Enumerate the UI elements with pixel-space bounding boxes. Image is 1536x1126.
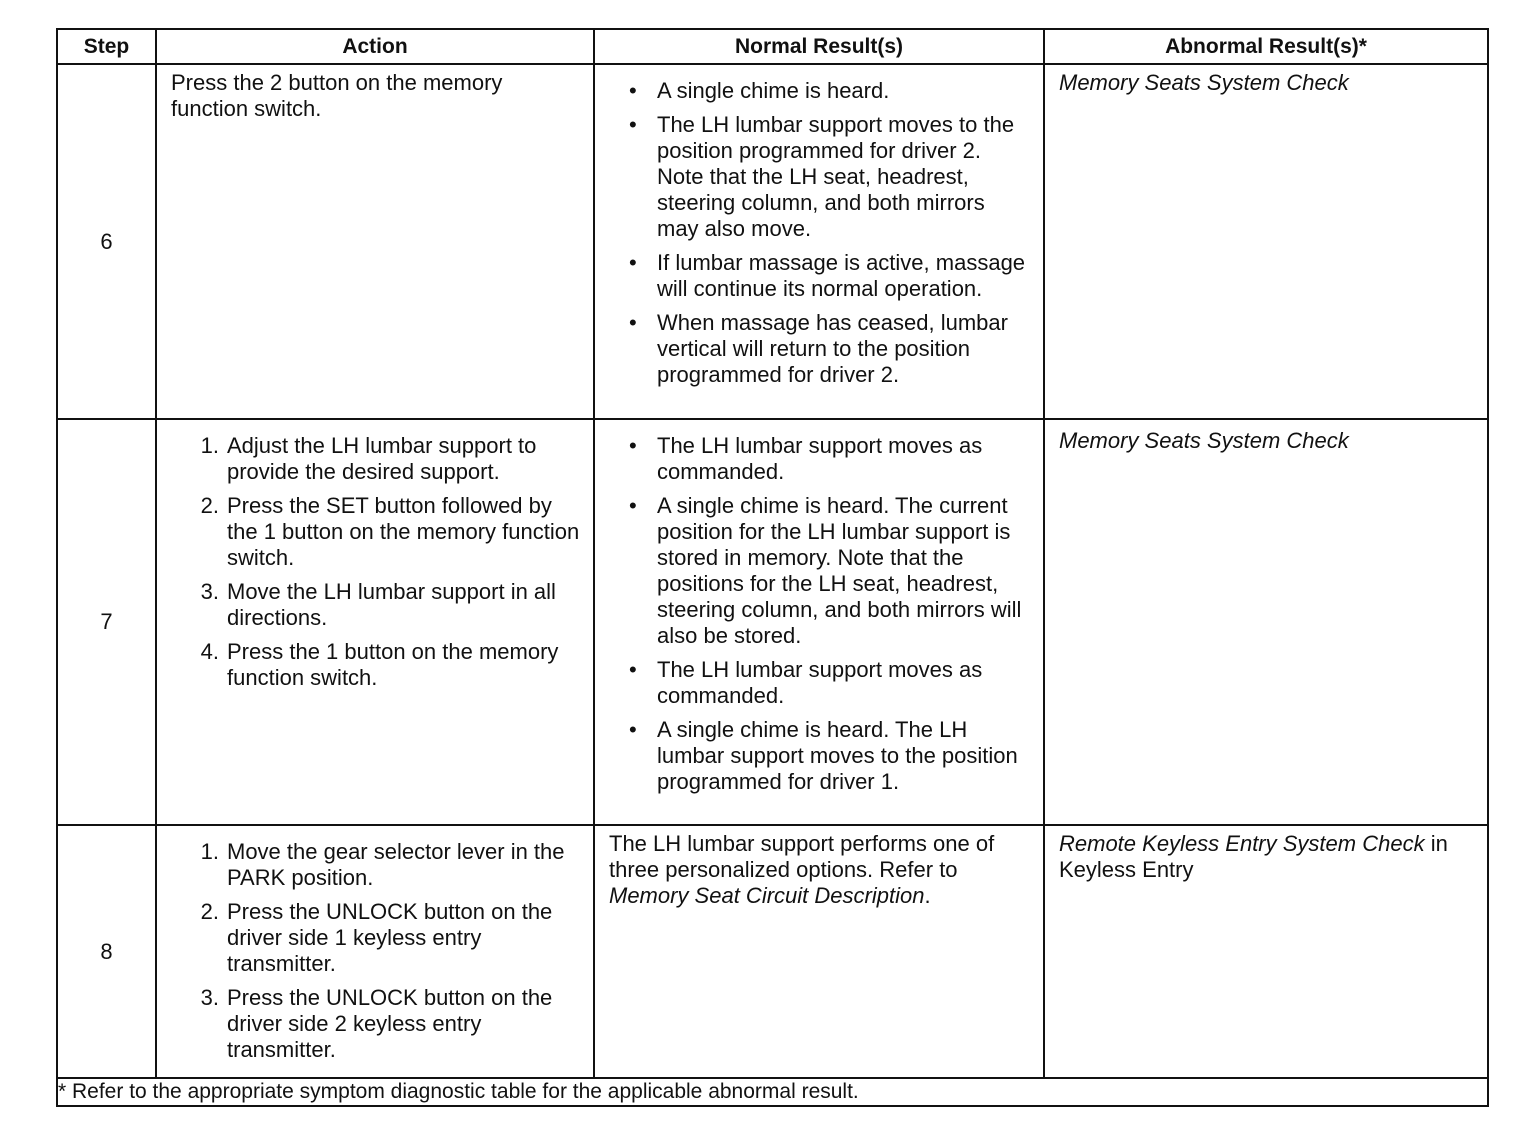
normal-cell	[594, 419, 1044, 825]
footnote-row	[57, 1078, 1488, 1106]
list-item: • The LH lumbar support moves to the position programmed for driver 2. Note that the LH seat, headrest, steering column, and both mirrors may also move.	[629, 112, 1031, 242]
list-item: 3. Move the LH lumbar support in all directions.	[189, 579, 581, 631]
list-item: 2. Press the SET button followed by the 1 button on the memory function switch.	[189, 493, 581, 571]
circuit-description-reference: Memory Seat Circuit Description	[609, 883, 925, 908]
normal-cell	[594, 64, 1044, 419]
header-row	[57, 29, 1488, 64]
header-action: Action	[156, 29, 594, 64]
item-number: 2.	[200, 493, 219, 518]
list-item: • A single chime is heard. The current position for the LH lumbar support is stored in memory. Note that the positions for the LH seat, headrest, steering column, and both mirrors will also be stored.	[629, 493, 1031, 649]
list-item: • The LH lumbar support moves as commanded.	[629, 657, 1031, 709]
action-cell	[156, 825, 594, 1078]
header-abnormal: Abnormal Result(s)*	[1044, 29, 1488, 64]
list-item: • When massage has ceased, lumbar vertical will return to the position programmed for driver 2.	[629, 310, 1031, 388]
step-number: 6	[57, 64, 156, 419]
table-row	[57, 419, 1488, 825]
abnormal-reference: Memory Seats System Check	[1059, 70, 1349, 95]
list-item: • If lumbar massage is active, massage will continue its normal operation.	[629, 250, 1031, 302]
abnormal-reference: Remote Keyless Entry System Check in Keyless Entry	[1059, 831, 1448, 882]
table-row	[57, 64, 1488, 419]
diagnostic-table	[56, 28, 1489, 1107]
action-text: Press the 2 button on the memory function switch.	[171, 70, 503, 121]
list-item: 1. Move the gear selector lever in the PARK position.	[189, 839, 581, 891]
item-number: 1.	[200, 839, 219, 864]
footnote: * Refer to the appropriate symptom diagnostic table for the applicable abnormal result.	[57, 1078, 1488, 1106]
list-item: 4. Press the 1 button on the memory function switch.	[189, 639, 581, 691]
keyless-entry-check-reference: Remote Keyless Entry System Check	[1059, 831, 1425, 856]
abnormal-cell	[1044, 419, 1488, 825]
item-number: 3.	[200, 579, 219, 604]
header-normal: Normal Result(s)	[594, 29, 1044, 64]
abnormal-cell	[1044, 825, 1488, 1078]
header-step: Step	[57, 29, 156, 64]
abnormal-reference: Memory Seats System Check	[1059, 428, 1349, 453]
step-number: 7	[57, 419, 156, 825]
step-number: 8	[57, 825, 156, 1078]
normal-text: The LH lumbar support performs one of three personalized options. Refer to Memory Seat Circuit Description.	[609, 831, 995, 908]
item-number: 1.	[200, 433, 219, 458]
item-number: 4.	[200, 639, 219, 664]
list-item: 3. Press the UNLOCK button on the driver side 2 keyless entry transmitter.	[189, 985, 581, 1063]
list-item: • A single chime is heard. The LH lumbar support moves to the position programmed for driver 1.	[629, 717, 1031, 795]
action-cell	[156, 419, 594, 825]
list-item: 1. Adjust the LH lumbar support to provide the desired support.	[189, 433, 581, 485]
action-cell	[156, 64, 594, 419]
abnormal-cell	[1044, 64, 1488, 419]
item-number: 2.	[200, 899, 219, 924]
table-row	[57, 825, 1488, 1078]
list-item: 2. Press the UNLOCK button on the driver side 1 keyless entry transmitter.	[189, 899, 581, 977]
list-item: • A single chime is heard.	[629, 78, 1031, 104]
list-item: • The LH lumbar support moves as commanded.	[629, 433, 1031, 485]
normal-cell	[594, 825, 1044, 1078]
item-number: 3.	[200, 985, 219, 1010]
